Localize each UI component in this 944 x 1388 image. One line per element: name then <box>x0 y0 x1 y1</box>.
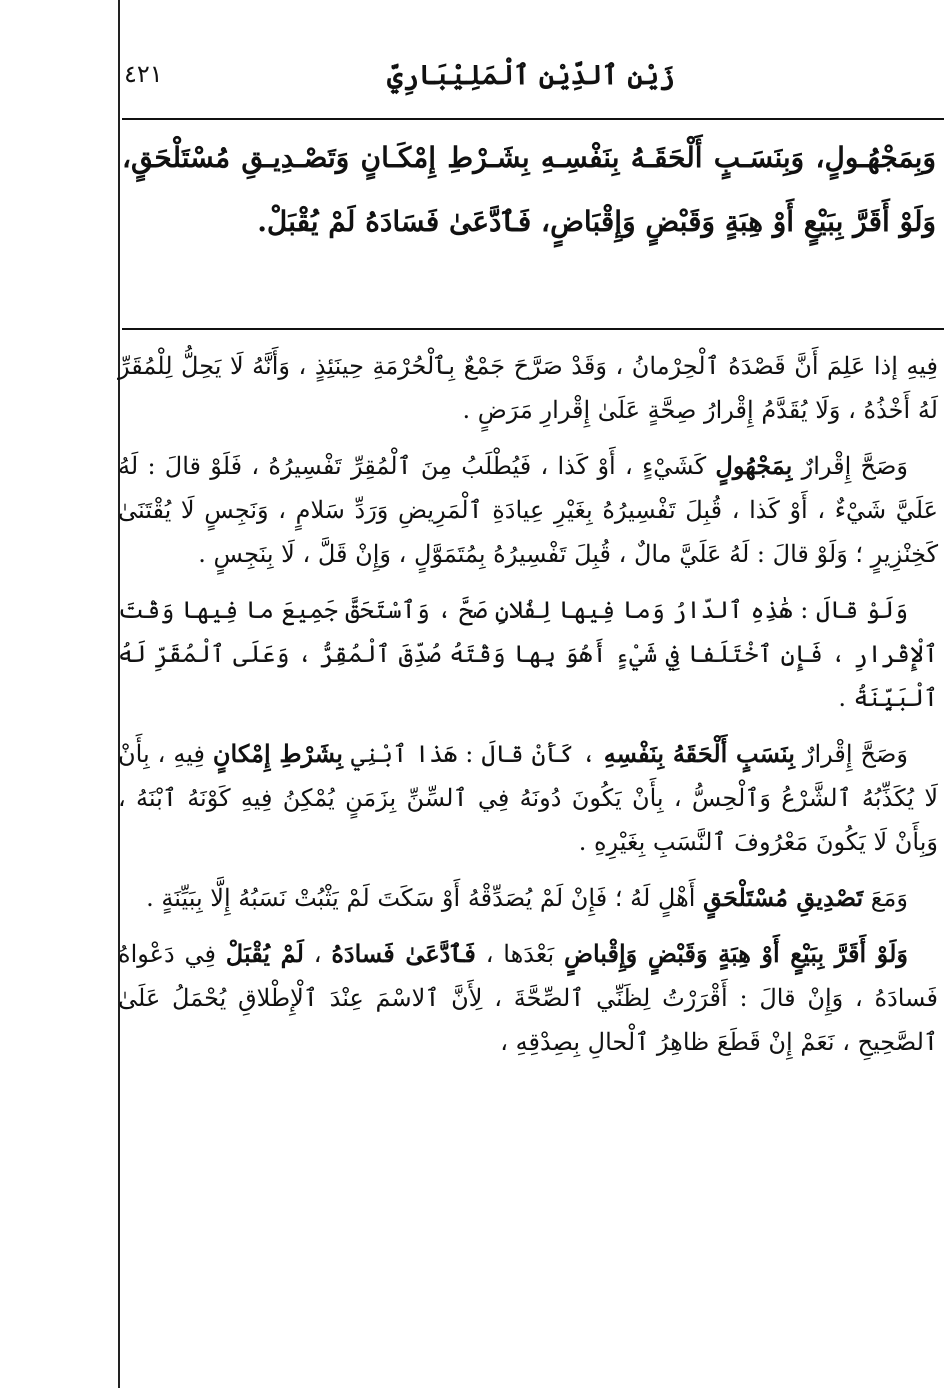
header-rule <box>122 118 944 120</box>
commentary-run: وَصَحَّ إِقْرارٌ <box>792 452 909 480</box>
commentary-run: فِي دَعْواهُ فَسادَهُ ، وَإِنْ قالَ : أَقْرَرْتُ لِظَنِّي ٱلصِّحَّةَ ، لِأَنَّ ٱلاسْمَ عِنْدَ ٱلْإِطْلاقِ يُحْمَلُ عَلَىٰ ٱلصَّحِيحِ ، نَعَمْ إِنْ قَطَعَ ظاهِرُ ٱلْحالِ بِصِدْقِهِ ، <box>118 940 938 1056</box>
matn-quote: تَصْدِيقِ مُسْتَلْحَقٍ <box>703 883 864 912</box>
commentary-paragraph <box>118 876 938 920</box>
commentary-run: وَلَوْ قالَ : هَٰذِهِ ٱلدّارُ وَما فِيها لِفُلانٍ صَحَّ ، وَٱسْتَحَقَّ جَمِيعَ ما فِيها وَقْتَ ٱلْإِقْرارِ ، فَإِنِ ٱخْتَلَفا فِي شَيْءٍ أَهُوَ بِها وَقْتَهُ صُدِّقَ ٱلْمُقِرُّ ، وَعَلَى ٱلْمُقَرِّ لَهُ ٱلْبَيِّنَةُ . <box>118 596 938 712</box>
running-header <box>118 52 944 102</box>
header-title: زَيْن ٱلدِّيْن ٱلْمَلِيْبَارِيّ <box>387 60 675 91</box>
book-page <box>118 0 944 1388</box>
matn-quote: بِمَجْهُولٍ <box>715 451 793 480</box>
commentary-run: ، كَأَنْ قالَ : هَذا ٱبْنِي <box>342 740 604 768</box>
page-number: ٤٢١ <box>124 60 163 88</box>
matn-text <box>122 126 936 254</box>
matn-quote: لَمْ يُقْبَلْ <box>225 939 304 968</box>
commentary-run: فِيهِ ، بِأَنْ لَا يُكَذِّبُهُ ٱلشَّرْعُ وَٱلْحِسُّ ، بِأَنْ يَكُونَ دُونَهُ فِي ٱلسِّنِّ بِزَمَنٍ يُمْكِنُ فِيهِ كَوْنَهُ ٱبْنَهُ ، وَبِأَنْ لَا يَكُونَ مَعْرُوفَ ٱلنَّسَبِ بِغَيْرِهِ . <box>118 740 939 856</box>
commentary-run: أَهْلٍ لَهُ ؛ فَإِنْ لَمْ يُصَدِّقْهُ أَوْ سَكَتَ لَمْ يَثْبُتْ نَسَبُهُ إِلَّا بِبَيِّنَةٍ . <box>146 884 704 912</box>
commentary-run: بَعْدَها ، <box>475 940 564 968</box>
matn-paragraph: وَبِمَجْهُـولٍ، وَبِنَسَـبٍ أَلْحَقَـهُ بِنَفْسِـهِ بِشَـرْطِ إِمْكَـانٍ وَتَصْـدِيـقِ مُسْتَلْحَقٍ، وَلَوْ أَقَرَّ بِبَيْعٍ أَوْ هِبَةٍ وَقَبْضٍ وَإِقْبَاضٍ، فَٱدَّعَىٰ فَسَادَهُ لَمْ يُقْبَلْ. <box>122 141 936 238</box>
commentary-paragraph <box>118 932 938 1064</box>
matn-quote: بِشَرْطِ إِمْكانٍ <box>212 739 343 768</box>
commentary-paragraph <box>118 444 938 576</box>
commentary-run: ، <box>303 940 332 968</box>
commentary-paragraph <box>118 732 938 864</box>
commentary-run: فِيهِ إذا عَلِمَ أَنَّ قَصْدَهُ ٱلْحِرْمانُ ، وَقَدْ صَرَّحَ جَمْعٌ بِٱلْحُرْمَةِ حِينَئِذٍ ، وَأَنَّهُ لَا يَحِلُّ لِلْمُقَرِّ لَهُ أَخْذُهُ ، وَلَا يُقَدَّمُ إِقْرارُ صِحَّةٍ عَلَىٰ إِقْرارِ مَرَضٍ . <box>118 352 938 424</box>
section-divider <box>122 328 944 330</box>
commentary-text <box>118 344 938 1076</box>
matn-quote: بِنَسَبٍ أَلْحَقَهُ بِنَفْسِهِ <box>603 739 795 768</box>
matn-quote: وَلَوْ أَقَرَّ بِبَيْعٍ أَوْ هِبَةٍ وَقَبْضٍ وَإِقْباضٍ <box>563 939 908 968</box>
commentary-paragraph <box>118 588 938 720</box>
commentary-paragraph <box>118 344 938 432</box>
matn-quote: فَٱدَّعَىٰ فَسادَهُ <box>331 939 476 968</box>
commentary-run: كَشَيْءٍ ، أَوْ كَذا ، فَيُطْلَبُ مِنَ ٱلْمُقِرِّ تَفْسِيرُهُ ، فَلَوْ قالَ : لَهُ عَلَيَّ شَيْءٌ ، أَوْ كَذا ، قُبِلَ تَفْسِيرُهُ بِغَيْرِ عِيادَةِ ٱلْمَرِيضِ وَرَدِّ سَلامٍ ، وَنَجِسٍ لَا يُقْتَنَىٰ كَخِنْزِيرٍ ؛ وَلَوْ قالَ : لَهُ عَلَيَّ مالٌ ، قُبِلَ تَفْسِيرُهُ بِمُتَمَوَّلٍ ، وَإِنْ قَلَّ ، لَا بِنَجِسٍ . <box>118 452 938 568</box>
commentary-run: وَمَعَ <box>863 884 908 912</box>
commentary-run: وَصَحَّ إِقْرارٌ <box>794 740 908 768</box>
